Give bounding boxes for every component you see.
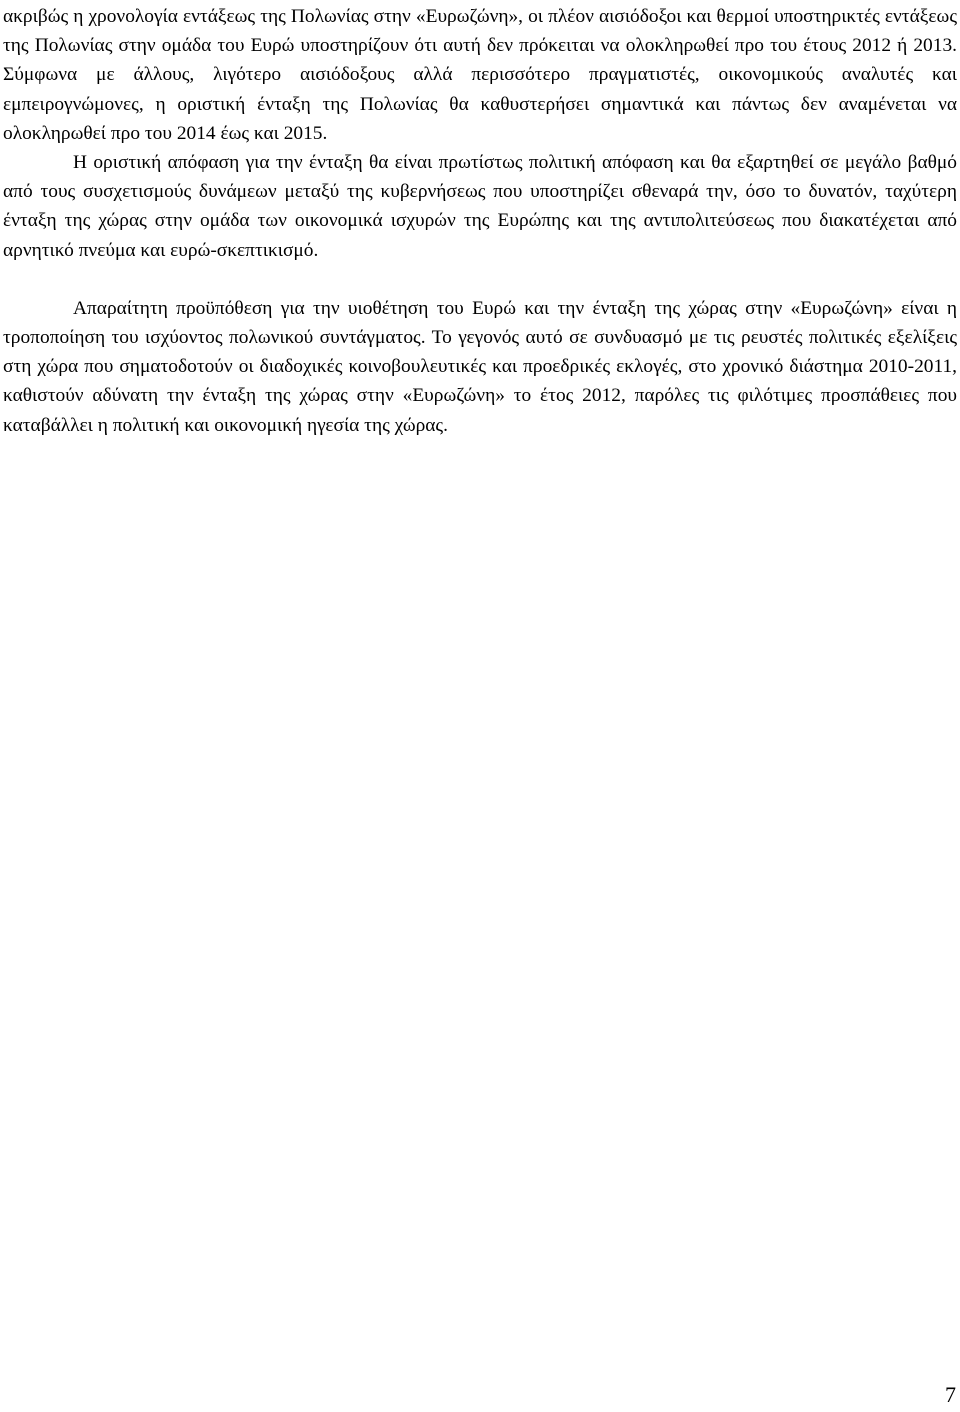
paragraph-1: ακριβώς η χρονολογία εντάξεως της Πολωνίας στην «Ευρωζώνη», οι πλέον αισιόδοξοι και θερμοί υποστηρικτές εντάξεως της Πολωνίας στην ομάδα του Ευρώ υποστηρίζουν ότι αυτή δεν πρόκειται να ολοκληρωθεί προ του έτους 2012 ή 2013. Σύμφωνα με άλλους, λιγότερο αισιόδοξους αλλά περισσότερο πραγματιστές, οικονομικούς αναλυτές και εμπειρογνώμονες, η οριστική ένταξη της Πολωνίας θα καθυστερήσει σημαντικά και πάντως δεν αναμένεται να ολοκληρωθεί προ του 2014 έως και 2015. (3, 6, 957, 144)
body-text (3, 2, 957, 440)
page-number: 7 (945, 1382, 956, 1407)
paragraph-3: Απαραίτητη προϋπόθεση για την υιοθέτηση του Ευρώ και την ένταξη της χώρας στην «Ευρωζώνη» είναι η τροποποίηση του ισχύοντος πολωνικού συντάγματος. Το γεγονός αυτό σε συνδυασμό με τις ρευστές πολιτικές εξελίξεις στη χώρα που σηματοδοτούν οι διαδοχικές κοινοβουλευτικές και προεδρικές εκλογές, στο χρονικό διάστημα 2010-2011, καθιστούν αδύνατη την ένταξη της χώρας στην «Ευρωζώνη» το έτος 2012, παρόλες τις φιλότιμες προσπάθειες που καταβάλλει η πολιτική και οικονομική ηγεσία της χώρας. (3, 297, 957, 436)
paragraph-2: Η οριστική απόφαση για την ένταξη θα είναι πρωτίστως πολιτική απόφαση και θα εξαρτηθεί σε μεγάλο βαθμό από τους συσχετισμούς δυνάμεων μεταξύ της κυβερνήσεως που υποστηρίζει σθεναρά την, όσο το δυνατόν, ταχύτερη ένταξη της χώρας στην ομάδα των οικονομικά ισχυρών της Ευρώπης και της αντιπολιτεύσεως που διακατέχεται από αρνητικό πνεύμα και ευρώ-σκεπτικισμό. (3, 152, 957, 261)
